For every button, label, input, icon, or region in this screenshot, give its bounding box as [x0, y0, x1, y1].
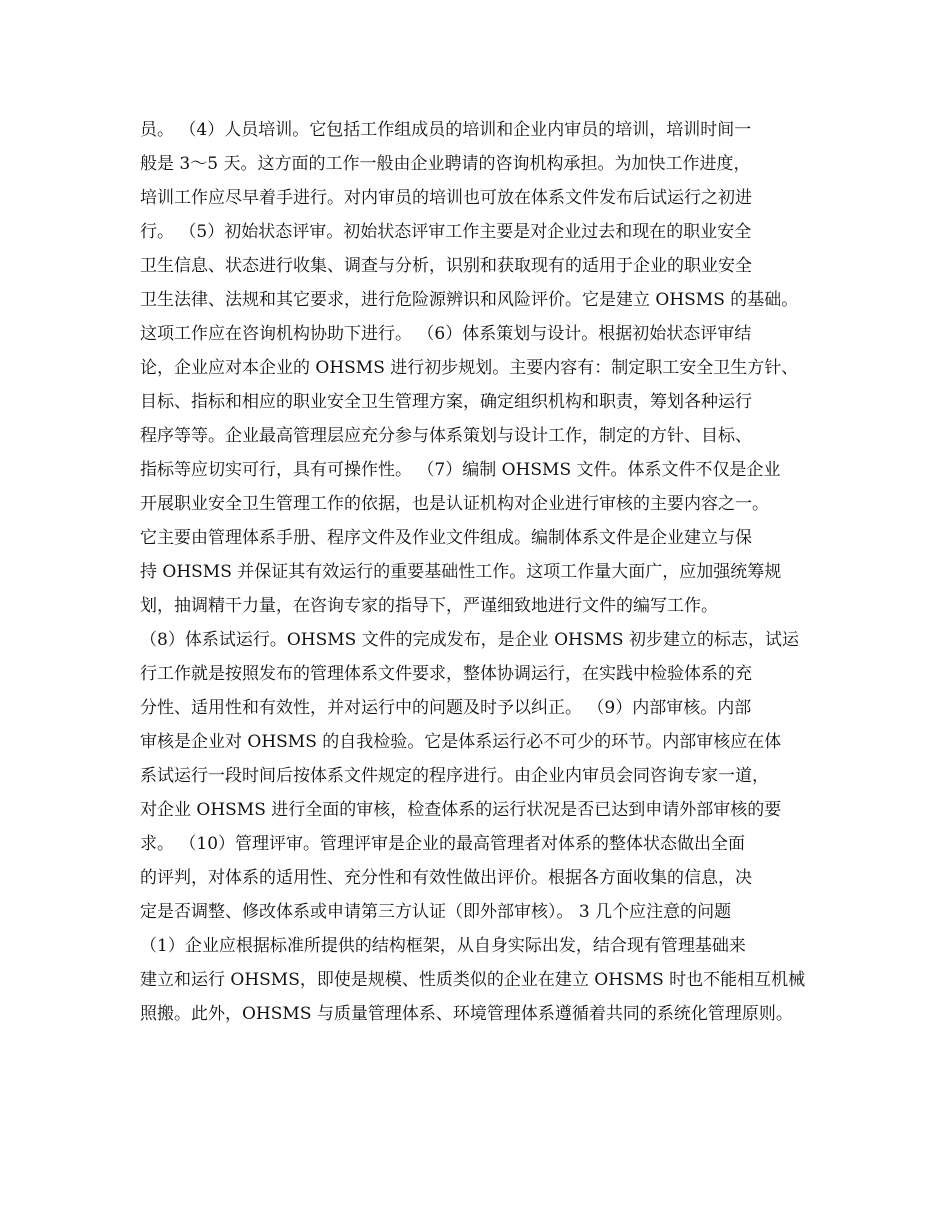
- text-line: 定是否调整、修改体系或申请第三方认证（即外部审核）。 3 几个应注意的问题: [140, 902, 732, 922]
- text-line: 建立和运行 OHSMS，即使是规模、性质类似的企业在建立 OHSMS 时也不能相互机械: [140, 970, 806, 990]
- text-line: 划，抽调精干力量，在咨询专家的指导下，严谨细致地进行文件的编写工作。: [140, 596, 718, 616]
- text-line: 开展职业安全卫生管理工作的依据，也是认证机构对企业进行审核的主要内容之一。: [140, 494, 769, 514]
- text-line: 求。 （10）管理评审。管理评审是企业的最高管理者对体系的整体状态做出全面: [140, 834, 746, 854]
- text-line: （8）体系试运行。OHSMS 文件的完成发布，是企业 OHSMS 初步建立的标志，试运: [140, 630, 799, 650]
- text-line: 这项工作应在咨询机构协助下进行。 （6）体系策划与设计。根据初始状态评审结: [140, 324, 752, 344]
- text-line: 它主要由管理体系手册、程序文件及作业文件组成。编制体系文件是企业建立与保: [140, 528, 752, 548]
- text-line: 卫生法律、法规和其它要求，进行危险源辨识和风险评价。它是建立 OHSMS 的基础。: [140, 290, 799, 310]
- text-line: 照搬。此外，OHSMS 与质量管理体系、环境管理体系遵循着共同的系统化管理原则。: [140, 1004, 793, 1024]
- text-line: 的评判，对体系的适用性、充分性和有效性做出评价。根据各方面收集的信息，决: [140, 868, 752, 888]
- text-line: 行工作就是按照发布的管理体系文件要求，整体协调运行，在实践中检验体系的充: [140, 664, 752, 684]
- text-line: 目标、指标和相应的职业安全卫生管理方案，确定组织机构和职责，筹划各种运行: [140, 392, 752, 412]
- text-line: 程序等等。企业最高管理层应充分参与体系策划与设计工作，制定的方针、目标、: [140, 426, 752, 446]
- text-line: 对企业 OHSMS 进行全面的审核，检查体系的运行状况是否已达到申请外部审核的要: [140, 800, 782, 820]
- body-text: [140, 113, 830, 1031]
- text-line: 指标等应切实可行，具有可操作性。 （7）编制 OHSMS 文件。体系文件不仅是企业: [140, 460, 781, 480]
- text-line: 论，企业应对本企业的 OHSMS 进行初步规划。主要内容有：制定职工安全卫生方针、: [140, 358, 799, 378]
- text-line: 培训工作应尽早着手进行。对内审员的培训也可放在体系文件发布后试运行之初进: [140, 188, 752, 208]
- text-line: 持 OHSMS 并保证其有效运行的重要基础性工作。这项工作量大面广，应加强统筹规: [140, 562, 782, 582]
- text-line: 行。 （5）初始状态评审。初始状态评审工作主要是对企业过去和现在的职业安全: [140, 222, 752, 242]
- text-line: 卫生信息、状态进行收集、调查与分析，识别和获取现有的适用于企业的职业安全: [140, 256, 752, 276]
- text-line: （1）企业应根据标准所提供的结构框架，从自身实际出发，结合现有管理基础来: [140, 936, 746, 956]
- text-line: 般是 3～5 天。这方面的工作一般由企业聘请的咨询机构承担。为加快工作进度，: [140, 154, 751, 174]
- text-line: 系试运行一段时间后按体系文件规定的程序进行。由企业内审员会同咨询专家一道，: [140, 766, 769, 786]
- text-line: 员。 （4）人员培训。它包括工作组成员的培训和企业内审员的培训，培训时间一: [140, 120, 752, 140]
- text-line: 审核是企业对 OHSMS 的自我检验。它是体系运行必不可少的环节。内部审核应在体: [140, 732, 782, 752]
- text-line: 分性、适用性和有效性，并对运行中的问题及时予以纠正。 （9）内部审核。内部: [140, 698, 752, 718]
